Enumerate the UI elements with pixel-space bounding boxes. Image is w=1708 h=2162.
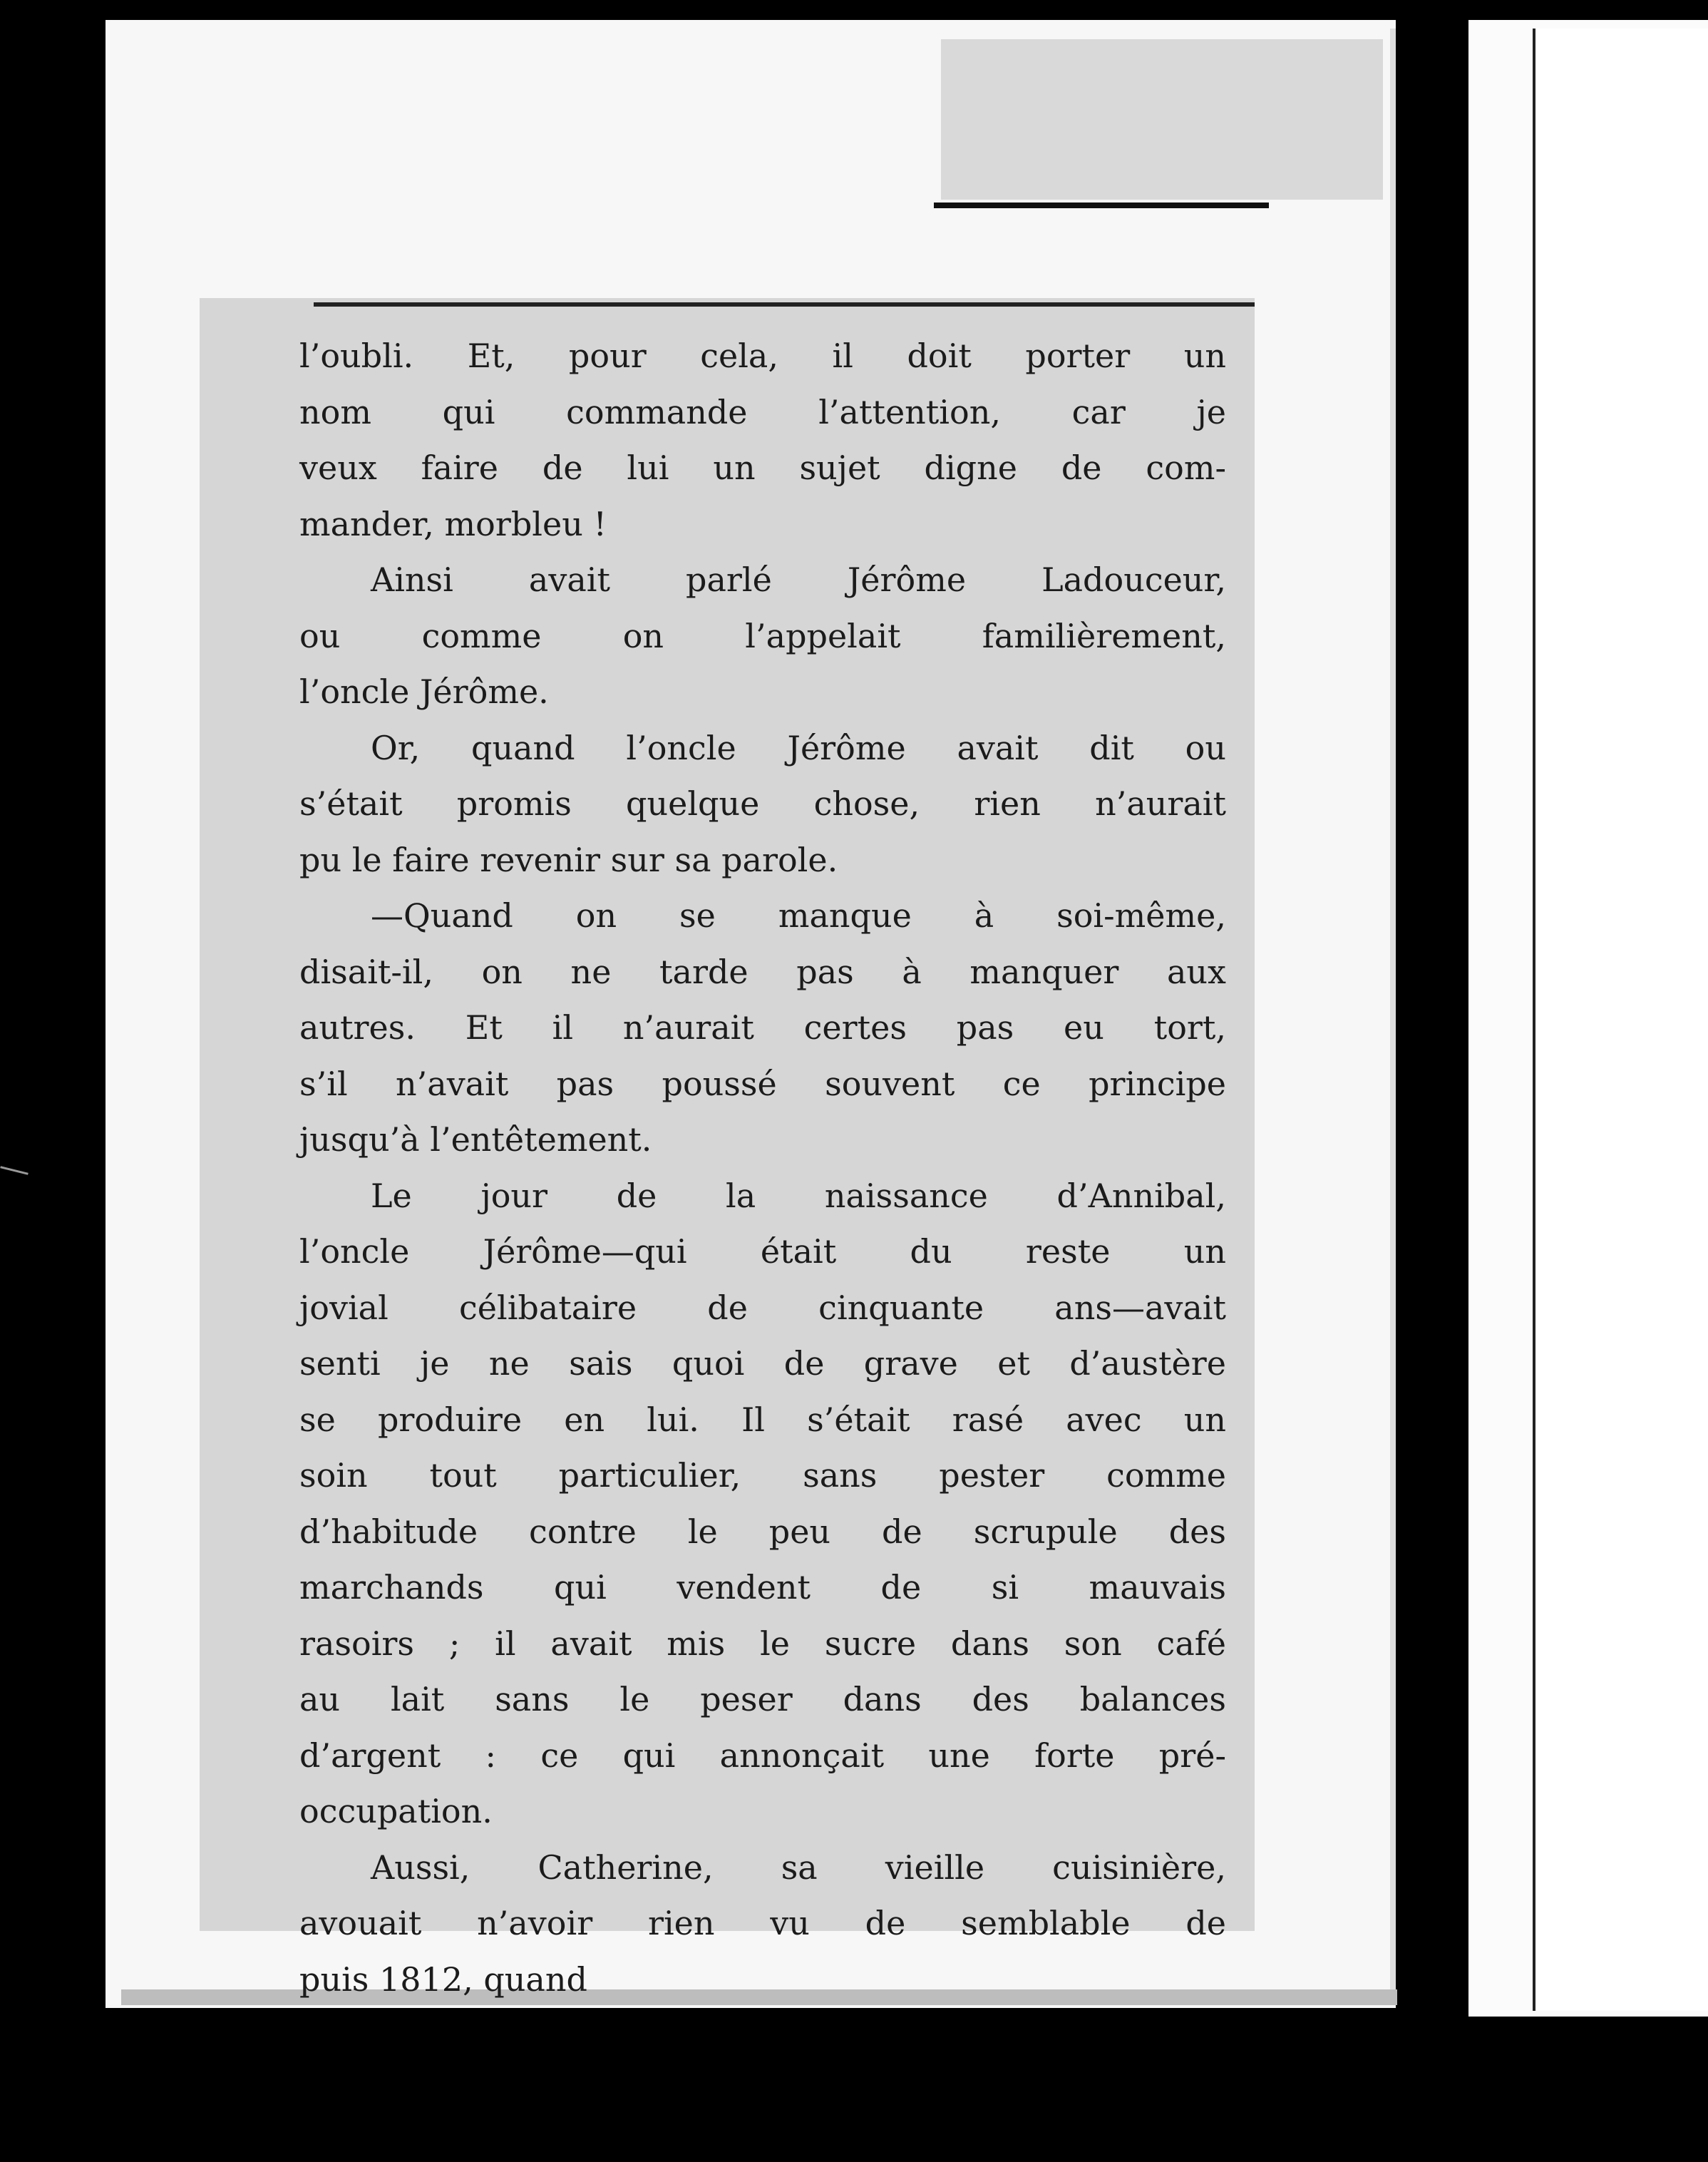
text-line: —Quand on se manque à soi-même,: [371, 896, 1226, 935]
text-line: rasoirs ; il avait mis le sucre dans son café: [299, 1624, 1226, 1663]
text-line: d’argent : ce qui annonçait une forte pré-: [299, 1736, 1226, 1775]
clipping-rule: [314, 302, 1255, 307]
text-line: Le jour de la naissance d’Annibal,: [371, 1176, 1226, 1215]
text-line: Ainsi avait parlé Jérôme Ladouceur,: [371, 560, 1226, 599]
text-line: autres. Et il n’aurait certes pas eu tort,: [299, 1008, 1226, 1047]
text-line: soin tout particulier, sans pester comme: [299, 1456, 1226, 1495]
text-line: disait-il, on ne tarde pas à manquer aux: [299, 952, 1226, 991]
text-line: marchands qui vendent de si mauvais: [299, 1568, 1226, 1607]
text-line: avouait n’avoir rien vu de semblable de: [299, 1904, 1226, 1942]
article-text: [299, 328, 1226, 2007]
text-line: occupation.: [299, 1792, 493, 1830]
text-line: jovial célibataire de cinquante ans—avait: [299, 1288, 1226, 1327]
text-line: senti je ne sais quoi de grave et d’austère: [299, 1344, 1226, 1383]
sheet-edge: [1390, 29, 1396, 2004]
text-line: jusqu’à l’entêtement.: [299, 1120, 652, 1159]
top-rule: [934, 203, 1269, 208]
text-line: l’oubli. Et, pour cela, il doit porter un: [299, 337, 1226, 375]
text-line: pu le faire revenir sur sa parole.: [299, 840, 838, 879]
adjacent-page-inner: [1533, 29, 1708, 2011]
text-line: se produire en lui. Il s’était rasé avec un: [299, 1400, 1226, 1439]
text-line: mander, morbleu !: [299, 504, 607, 543]
text-line: nom qui commande l’attention, car je: [299, 392, 1226, 431]
clipping-remnant: [941, 39, 1383, 200]
text-line: Or, quand l’oncle Jérôme avait dit ou: [371, 728, 1226, 767]
text-line: d’habitude contre le peu de scrupule des: [299, 1512, 1226, 1551]
text-line: au lait sans le peser dans des balances: [299, 1680, 1226, 1718]
text-line: s’il n’avait pas poussé souvent ce principe: [299, 1064, 1226, 1103]
text-line: s’était promis quelque chose, rien n’aurait: [299, 784, 1226, 823]
text-line: Aussi, Catherine, sa vieille cuisinière,: [371, 1848, 1226, 1887]
text-line: ou comme on l’appelait familièrement,: [299, 616, 1226, 655]
scan-mark: [0, 1166, 29, 1175]
text-line: l’oncle Jérôme.: [299, 672, 549, 711]
text-line: puis 1812, quand: [299, 1959, 587, 1999]
text-line: veux faire de lui un sujet digne de com-: [299, 449, 1226, 487]
text-line: l’oncle Jérôme—qui était du reste un: [299, 1232, 1226, 1271]
